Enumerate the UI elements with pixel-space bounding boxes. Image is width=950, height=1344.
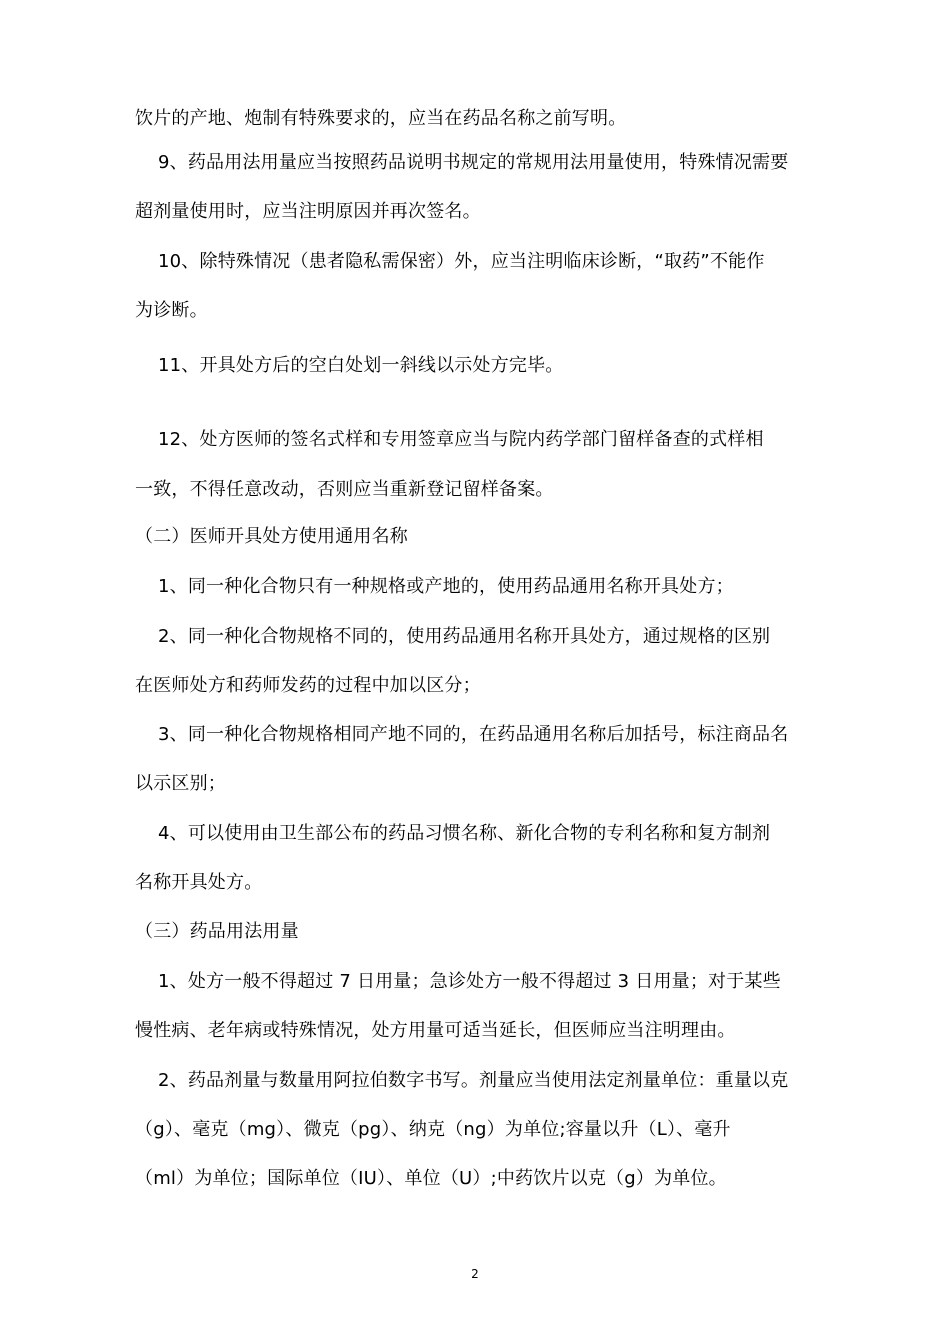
text-line: 2、药品剂量与数量用阿拉伯数字书写。剂量应当使用法定剂量单位：重量以克: [158, 1070, 789, 1091]
text-line: 1、同一种化合物只有一种规格或产地的，使用药品通用名称开具处方；: [158, 576, 734, 597]
text-line: 4、可以使用由卫生部公布的药品习惯名称、新化合物的专利名称和复方制剂: [158, 823, 771, 844]
text-line: 超剂量使用时，应当注明原因并再次签名。: [135, 201, 481, 222]
text-line: 1、处方一般不得超过 7 日用量；急诊处方一般不得超过 3 日用量；对于某些: [158, 971, 781, 992]
text-line: 12、处方医师的签名式样和专用签章应当与院内药学部门留样备查的式样相: [158, 429, 764, 450]
text-line: 为诊断。: [135, 300, 208, 321]
text-line: 慢性病、老年病或特殊情况，处方用量可适当延长，但医师应当注明理由。: [135, 1020, 736, 1041]
text-line: 2、同一种化合物规格不同的，使用药品通用名称开具处方，通过规格的区别: [158, 626, 771, 647]
text-line: 9、药品用法用量应当按照药品说明书规定的常规用法用量使用，特殊情况需要: [158, 152, 789, 173]
text-line: 3、同一种化合物规格相同产地不同的，在药品通用名称后加括号，标注商品名: [158, 724, 789, 745]
section-heading: （三）药品用法用量: [135, 921, 299, 942]
text-line: 饮片的产地、炮制有特殊要求的，应当在药品名称之前写明。: [135, 108, 627, 129]
text-line: 在医师处方和药师发药的过程中加以区分；: [135, 675, 481, 696]
text-line: 11、开具处方后的空白处划一斜线以示处方完毕。: [158, 355, 564, 376]
text-line: 10、除特殊情况（患者隐私需保密）外，应当注明临床诊断，“取药”不能作: [158, 251, 765, 272]
section-heading: （二）医师开具处方使用通用名称: [135, 526, 408, 547]
text-line: （g）、毫克（mg）、微克（pg）、纳克（ng）为单位;容量以升（L）、毫升: [135, 1119, 731, 1140]
text-line: 一致，不得任意改动，否则应当重新登记留样备案。: [135, 479, 554, 500]
text-line: （ml）为单位；国际单位（IU）、单位（U）;中药饮片以克（g）为单位。: [135, 1168, 727, 1189]
text-line: 以示区别；: [135, 773, 226, 794]
page-number: 2: [471, 1267, 479, 1281]
text-line: 名称开具处方。: [135, 872, 263, 893]
